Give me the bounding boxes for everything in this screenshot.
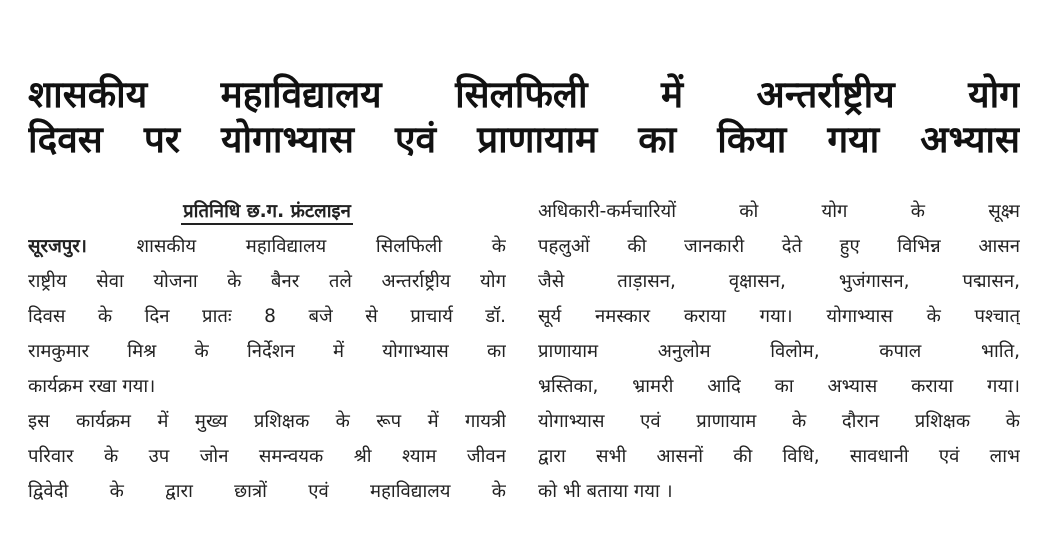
paragraph-line: जैसे ताड़ासन, वृक्षासन, भुजंगासन, पद्मासन, <box>538 271 1020 292</box>
paragraph-line: सूर्य नमस्कार कराया गया। योगाभ्यास के पश्चात् <box>538 306 1020 327</box>
paragraph-line: को भी बताया गया । <box>538 481 673 502</box>
paragraph-line: कार्यक्रम रखा गया। <box>28 376 156 397</box>
article-headline <box>28 72 1020 162</box>
paragraph-line <box>28 229 506 264</box>
paragraph-line: इस कार्यक्रम में मुख्य प्रशिक्षक के रूप में गायत्री <box>28 411 506 432</box>
article-column-left <box>28 194 506 509</box>
paragraph-line: भ्रस्तिका, भ्रामरी आदि का अभ्यास कराया गया। <box>538 376 1020 397</box>
paragraph-line: अधिकारी-कर्मचारियों को योग के सूक्ष्म <box>538 201 1020 222</box>
paragraph-line: परिवार के उप जोन समन्वयक श्री श्याम जीवन <box>28 446 506 467</box>
byline-text: प्रतिनिधि छ.ग. फ्रंटलाइन <box>181 201 353 225</box>
paragraph-line: द्वारा सभी आसनों की विधि, सावधानी एवं लाभ <box>538 446 1020 467</box>
paragraph-line: रामकुमार मिश्र के निर्देशन में योगाभ्यास का <box>28 341 506 362</box>
paragraph-line: पहलुओं की जानकारी देते हुए विभिन्न आसन <box>538 236 1020 257</box>
headline-line-1: शासकीय महाविद्यालय सिलफिली में अन्तर्राष्ट्रीय योग <box>28 73 1020 116</box>
paragraph-line: दिवस के दिन प्रातः 8 बजे से प्राचार्य डॉ. <box>28 306 506 327</box>
paragraph-line: योगाभ्यास एवं प्राणायाम के दौरान प्रशिक्षक के <box>538 411 1020 432</box>
paragraph-line: प्राणायाम अनुलोम विलोम, कपाल भाति, <box>538 341 1020 362</box>
paragraph-line: राष्ट्रीय सेवा योजना के बैनर तले अन्तर्राष्ट्रीय योग <box>28 271 506 292</box>
article-column-right <box>538 194 1020 509</box>
dateline: सूरजपुर। <box>28 236 87 257</box>
byline <box>28 194 506 229</box>
headline-line-2: दिवस पर योगाभ्यास एवं प्राणायाम का किया गया अभ्यास <box>28 118 1020 161</box>
paragraph-line-text: शासकीय महाविद्यालय सिलफिली के <box>136 236 506 257</box>
paragraph-line: द्विवेदी के द्वारा छात्रों एवं महाविद्यालय के <box>28 481 506 502</box>
